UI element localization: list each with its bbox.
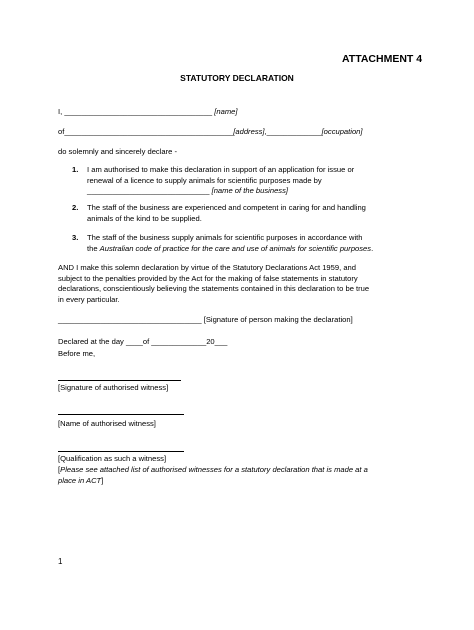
note-open-bracket: [ (58, 465, 61, 474)
solemn-declaration-paragraph (58, 263, 369, 305)
item-2-text (87, 203, 366, 224)
declarant-signature-label: [Signature of person making the declaration] (201, 315, 353, 324)
declare-intro: do solemnly and sincerely declare - (58, 147, 178, 156)
business-name-blank[interactable]: _____________________________ (87, 186, 210, 196)
witness-signature-label: [Signature of authorised witness] (58, 383, 169, 392)
attachment-label: ATTACHMENT 4 (342, 53, 423, 65)
item-1-line-1: I am authorised to make this declaration in support of an application for issue or (87, 165, 355, 174)
witness-name-label: [Name of authorised witness] (58, 419, 156, 428)
item-1-line-2: renewal of a licence to supply animals for scientific purposes made by (87, 175, 322, 185)
name-label: [name] (212, 107, 238, 116)
address-blank[interactable]: ________________________________________ (64, 127, 234, 136)
declared-at-line[interactable]: Declared at the day ____of _____________20___ (58, 337, 228, 346)
of-prefix: of (58, 127, 65, 136)
item-3-line-1: The staff of the business supply animals for scientific purposes in accordance with (87, 233, 363, 242)
occupation-blank[interactable]: _____________ (266, 127, 322, 136)
item-2-line-2: animals of the kind to be supplied. (87, 213, 202, 223)
witness-list-note (58, 465, 368, 486)
solemn-line-3: declarations, conscientiously believing the statements contained in this declaration to be true (58, 284, 370, 294)
note-line-1 (58, 465, 368, 476)
witness-signature-blank[interactable] (58, 380, 181, 381)
item-1-number: 1. (72, 165, 79, 174)
code-of-practice-title: Australian code of practice for the care and use of animals for scientific purposes (99, 243, 372, 253)
item-2-line-1: The staff of the business are experienced and competent in caring for and handling (87, 203, 366, 212)
occupation-label: [occupation] (321, 127, 363, 136)
name-line (58, 107, 238, 118)
name-prefix: I, (58, 107, 65, 116)
item-1-text (87, 165, 354, 197)
note-close-bracket: ] (101, 475, 104, 485)
address-label: [address] (233, 127, 265, 136)
item-3-line-2 (87, 244, 373, 255)
solemn-line-1: AND I make this solemn declaration by virtue of the Statutory Declarations Act 1959, and (58, 263, 356, 272)
item-2-number: 2. (72, 203, 79, 212)
before-me: Before me, (58, 349, 96, 358)
name-blank[interactable]: ___________________________________ (64, 107, 213, 116)
business-name-label: [name of the business] (209, 186, 288, 196)
item-3-line-2-suffix: . (371, 243, 374, 253)
item-1-line-3 (87, 186, 354, 197)
note-text-1: Please see attached list of authorised witnesses for a statutory declaration that is made at a (60, 465, 368, 474)
note-line-2 (58, 476, 368, 487)
solemn-line-2: subject to the penalties provided by the Act for the making of false statements in statutory (58, 273, 358, 283)
solemn-line-4: in every particular. (58, 294, 120, 304)
item-3-number: 3. (72, 233, 79, 242)
item-3-line-2-prefix: the (87, 243, 100, 253)
witness-qualification-blank[interactable] (58, 451, 184, 452)
document-title: STATUTORY DECLARATION (180, 73, 294, 83)
declarant-signature-blank[interactable]: __________________________________ (58, 315, 202, 324)
page-number: 1 (58, 557, 63, 566)
comma-separator: , (264, 127, 267, 136)
item-3-text (87, 233, 373, 254)
witness-qualification-label: [Qualification as such a witness] (58, 454, 167, 463)
declarant-signature-line (58, 315, 353, 326)
address-occupation-line (58, 127, 363, 138)
note-text-2: place in ACT (58, 475, 102, 485)
witness-name-blank[interactable] (58, 414, 184, 415)
